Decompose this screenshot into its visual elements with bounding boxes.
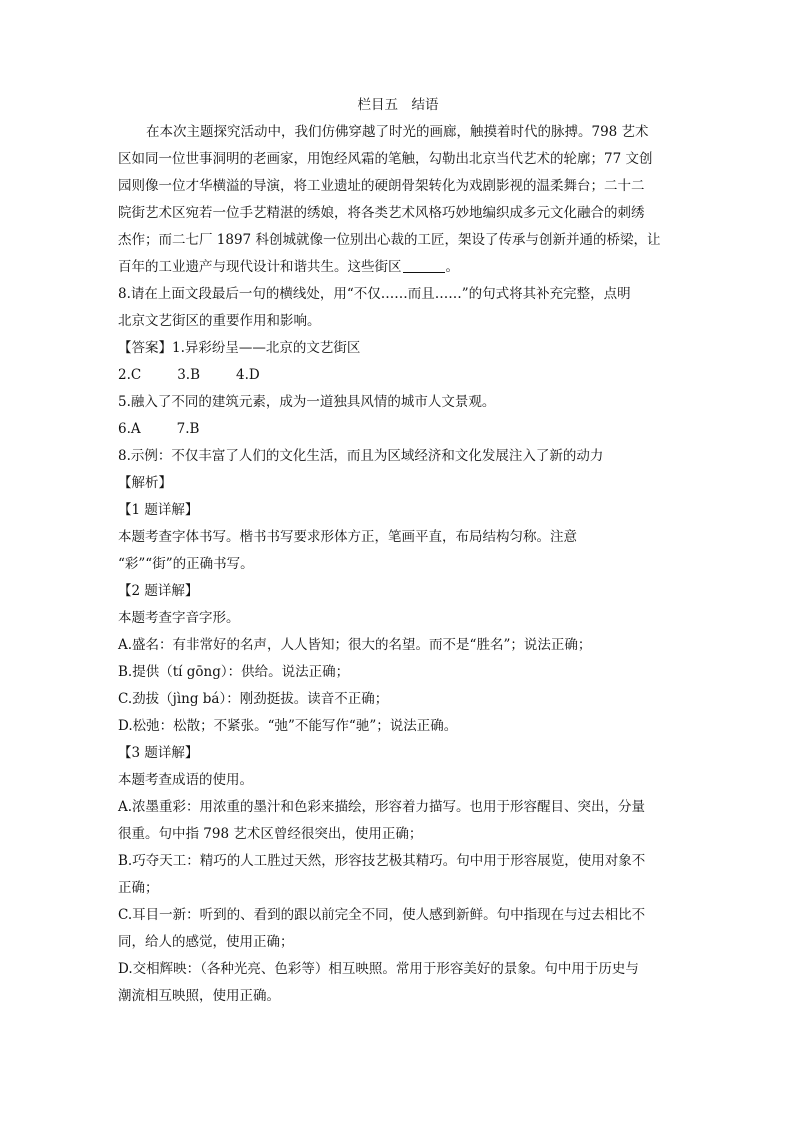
passage-line-text: 百年的工业遗产与现代设计和谐共生。这些街区 xyxy=(118,259,402,275)
answer-6: 6.A xyxy=(118,421,141,437)
answer-7: 7.B xyxy=(176,421,200,437)
answer-header: 【答案】1.异彩纷呈——北京的文艺街区 xyxy=(118,340,361,356)
passage-line: 杰作；而二七厂 1897 科创城就像一位别出心裁的工匠，架设了传承与创新并通的桥梁，让 xyxy=(118,232,661,248)
q3-line: A.浓墨重彩：用浓重的墨汁和色彩来描绘，形容着力描写。也用于形容醒目、突出，分量 xyxy=(118,799,646,815)
q1-line: “彩”“街”的正确书写。 xyxy=(118,556,254,572)
answer-5: 5.融入了不同的建筑元素，成为一道独具风情的城市人文景观。 xyxy=(118,394,496,410)
q3-header: 【3 题详解】 xyxy=(118,745,199,761)
answer-4: 4.D xyxy=(236,367,260,383)
analysis-header: 【解析】 xyxy=(118,475,172,491)
q3-line: 很重。句中指 798 艺术区曾经很突出，使用正确； xyxy=(118,826,423,842)
question-8-line: 北京文艺街区的重要作用和影响。 xyxy=(118,313,321,329)
passage-last-line xyxy=(118,254,678,281)
q3-line: B.巧夺天工：精巧的人工胜过天然，形容技艺极其精巧。句中用于形容展览，使用对象不 xyxy=(118,853,646,869)
q2-line: B.提供（tí gōng）：供给。说法正确； xyxy=(118,664,350,680)
q3-line: 同，给人的感觉，使用正确； xyxy=(118,934,294,950)
q3-line: 正确； xyxy=(118,880,159,896)
passage-line: 在本次主题探究活动中，我们仿佛穿越了时光的画廊，触摸着时代的脉搏。798 艺术 xyxy=(146,124,649,140)
answer-8: 8.示例：不仅丰富了人们的文化生活，而且为区域经济和文化发展注入了新的动力 xyxy=(118,448,604,464)
passage-line-end: 。 xyxy=(445,259,459,275)
q2-line: D.松弛：松散；不紧张。“弛”不能写作“驰”；说法正确。 xyxy=(118,718,458,734)
answer-2: 2.C xyxy=(118,367,142,383)
q2-line: C.劲拔（jìng bá）：刚劲挺拔。读音不正确； xyxy=(118,691,389,707)
answer-3: 3.B xyxy=(177,367,201,383)
q3-line: 本题考查成语的使用。 xyxy=(118,772,253,788)
passage-line: 区如同一位世事洞明的老画家，用饱经风霜的笔触，勾勒出北京当代艺术的轮廓；77 文创 xyxy=(118,151,653,167)
fill-in-blank xyxy=(403,257,445,273)
passage-line: 园则像一位才华横溢的导演，将工业遗址的硬朗骨架转化为戏剧影视的温柔舞台；二十二 xyxy=(118,178,645,194)
q3-line: D.交相辉映：（各种光亮、色彩等）相互映照。常用于形容美好的景象。句中用于历史与 xyxy=(118,961,639,977)
q2-header: 【2 题详解】 xyxy=(118,583,199,599)
q2-line: A.盛名：有非常好的名声，人人皆知；很大的名望。而不是“胜名”；说法正确； xyxy=(118,637,592,653)
q2-line: 本题考查字音字形。 xyxy=(118,610,240,626)
q3-line: 潮流相互映照，使用正确。 xyxy=(118,988,280,1004)
q1-line: 本题考查字体书写。楷书书写要求形体方正，笔画平直，布局结构匀称。注意 xyxy=(118,529,577,545)
q1-header: 【1 题详解】 xyxy=(118,502,199,518)
answer-row xyxy=(118,362,678,389)
question-8-line: 8.请在上面文段最后一句的横线处，用“不仅……而且……”的句式将其补充完整，点明 xyxy=(118,286,631,302)
section-title: 栏目五 结语 xyxy=(357,97,439,113)
answer-row xyxy=(118,416,678,443)
passage-line: 院街艺术区宛若一位手艺精湛的绣娘，将各类艺术风格巧妙地编织成多元文化融合的刺绣 xyxy=(118,205,645,221)
q3-line: C.耳目一新：听到的、看到的跟以前完全不同，使人感到新鲜。句中指现在与过去相比不 xyxy=(118,907,646,923)
document-page xyxy=(118,92,678,1010)
